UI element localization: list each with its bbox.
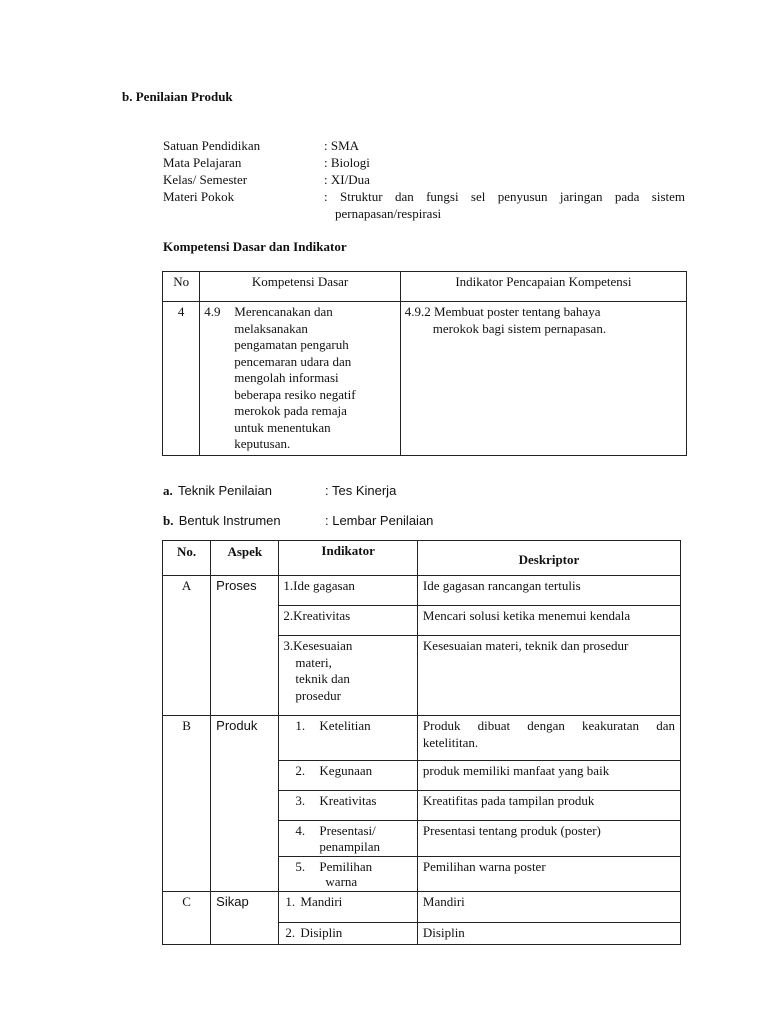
indicator-number: 4. [295,823,306,838]
indicator-number: 1. [295,718,306,733]
indicator-text: Disiplin [300,925,343,940]
descriptor-cell: produk memiliki manfaat yang baik [417,761,680,791]
indicator-number: 2. [283,608,294,623]
indicator-text: Ide gagasan [293,578,355,593]
descriptor-cell [417,716,680,761]
identity-value: : Struktur dan fungsi sel penyusun jaringan pada sistem [324,189,685,204]
kd-no: 4 [163,302,200,456]
indicator-number: 3. [295,793,306,808]
instrument-table [162,540,681,945]
group-aspect: Proses [211,576,279,716]
header-cell: Indikator Pencapaian Kompetensi [400,272,686,302]
technique-letter: a. [163,483,173,498]
indicator-text: Kreativitas [319,793,377,808]
indicator-number: 1. [283,578,294,593]
header-cell: Deskriptor [417,541,680,576]
indicator-number: 3. [283,638,294,653]
kd-line: beberapa resiko negatif [234,386,356,402]
table-header-row [163,272,687,302]
kd-line: pencemaran udara dan [234,353,352,369]
header-cell: No [163,272,200,302]
indicator-cell [279,761,418,791]
kd-number: 4.9 [204,304,221,319]
descriptor-cell: Kesesuaian materi, teknik dan prosedur [417,636,680,716]
identity-value: : SMA [324,138,360,153]
table-row [163,716,681,761]
indicator-cell [279,716,418,761]
kd-description [200,302,401,456]
instrument-row [163,513,281,530]
table-row [163,576,681,606]
indicator-number: 2. [295,763,306,778]
group-aspect: Sikap [211,892,279,945]
indicator-cell [279,606,418,636]
table-row [163,302,687,456]
indicator-cell [279,791,418,821]
table-row [163,892,681,923]
indicator-text: Kreativitas [293,608,351,623]
descriptor-cell: Presentasi tentang produk (poster) [417,821,680,857]
group-aspect: Produk [211,716,279,892]
indicator-cell [279,856,418,892]
indicator-cell [279,923,418,945]
header-cell: No. [163,541,211,576]
header-cell: Aspek [211,541,279,576]
descriptor-line: Produk dibuat dengan keakuratan dan [422,718,675,733]
kd-line: mengolah informasi [234,370,339,385]
indicator-number: 5. [295,858,306,874]
indicator-text: Pemilihan [319,858,373,874]
indicator-text: teknik dan [295,671,350,686]
indicator-text: Kegunaan [319,763,373,778]
kd-heading: Kompetensi Dasar dan Indikator [163,239,347,254]
indicator-text: penampilan [319,838,381,854]
descriptor-cell: Disiplin [417,923,680,945]
group-no: C [163,892,211,945]
descriptor-cell: Ide gagasan rancangan tertulis [417,576,680,606]
instrument-value: : Lembar Penilaian [325,513,434,528]
identity-label: Kelas/ Semester [163,172,248,187]
indicator-text: materi, [295,654,332,670]
identity-label: Mata Pelajaran [163,155,242,170]
header-cell: Kompetensi Dasar [200,272,401,302]
indicator-text: Mandiri [300,894,343,909]
descriptor-cell: Kreatifitas pada tampilan produk [417,791,680,821]
technique-label: Teknik Penilaian [178,483,272,498]
indicator-text: Presentasi/ [319,823,376,838]
header-cell: Indikator [279,541,418,576]
kd-line: merokok pada remaja [234,403,347,418]
identity-value-continued: pernapasan/respirasi [335,206,442,221]
kd-line: melaksanakan [234,320,308,336]
kd-line: Merencanakan dan [234,304,333,319]
technique-value: : Tes Kinerja [325,483,397,498]
indicator-text: warna [325,874,358,889]
instrument-label: Bentuk Instrumen [178,513,281,528]
indicator-number: 2. [285,925,296,940]
indicator-text: Kesesuaian [293,638,353,653]
technique-row [163,483,272,500]
indicator-cell [279,576,418,606]
group-no: A [163,576,211,716]
indicator-text: prosedur [295,687,341,703]
kd-line: untuk menentukan [234,419,331,435]
section-title: b. Penilaian Produk [122,89,233,104]
descriptor-cell: Mandiri [417,892,680,923]
kd-line: keputusan. [234,436,291,451]
indicator-cell [279,636,418,716]
indicator-text: Ketelitian [319,718,371,733]
identity-label: Satuan Pendidikan [163,138,261,153]
indicator-number: 1. [285,894,296,909]
descriptor-line: ketelititan. [422,734,479,750]
indicator-cell [279,892,418,923]
descriptor-cell: Mencari solusi ketika menemui kendala [417,606,680,636]
identity-value: : Biologi [324,155,370,170]
identity-value: : XI/Dua [324,172,370,187]
kd-table [162,271,687,456]
indicator-cell [279,821,418,857]
table-header-row [163,541,681,576]
indicator-line: merokok bagi sistem pernapasan. [432,320,607,336]
indicator-line: 4.9.2 Membuat poster tentang bahaya [404,304,601,319]
kd-line: pengamatan pengaruh [234,337,349,352]
descriptor-cell: Pemilihan warna poster [417,856,680,892]
identity-label: Materi Pokok [163,189,235,204]
instrument-letter: b. [163,513,174,528]
kd-text [234,304,333,321]
kd-indicator [400,302,686,456]
group-no: B [163,716,211,892]
